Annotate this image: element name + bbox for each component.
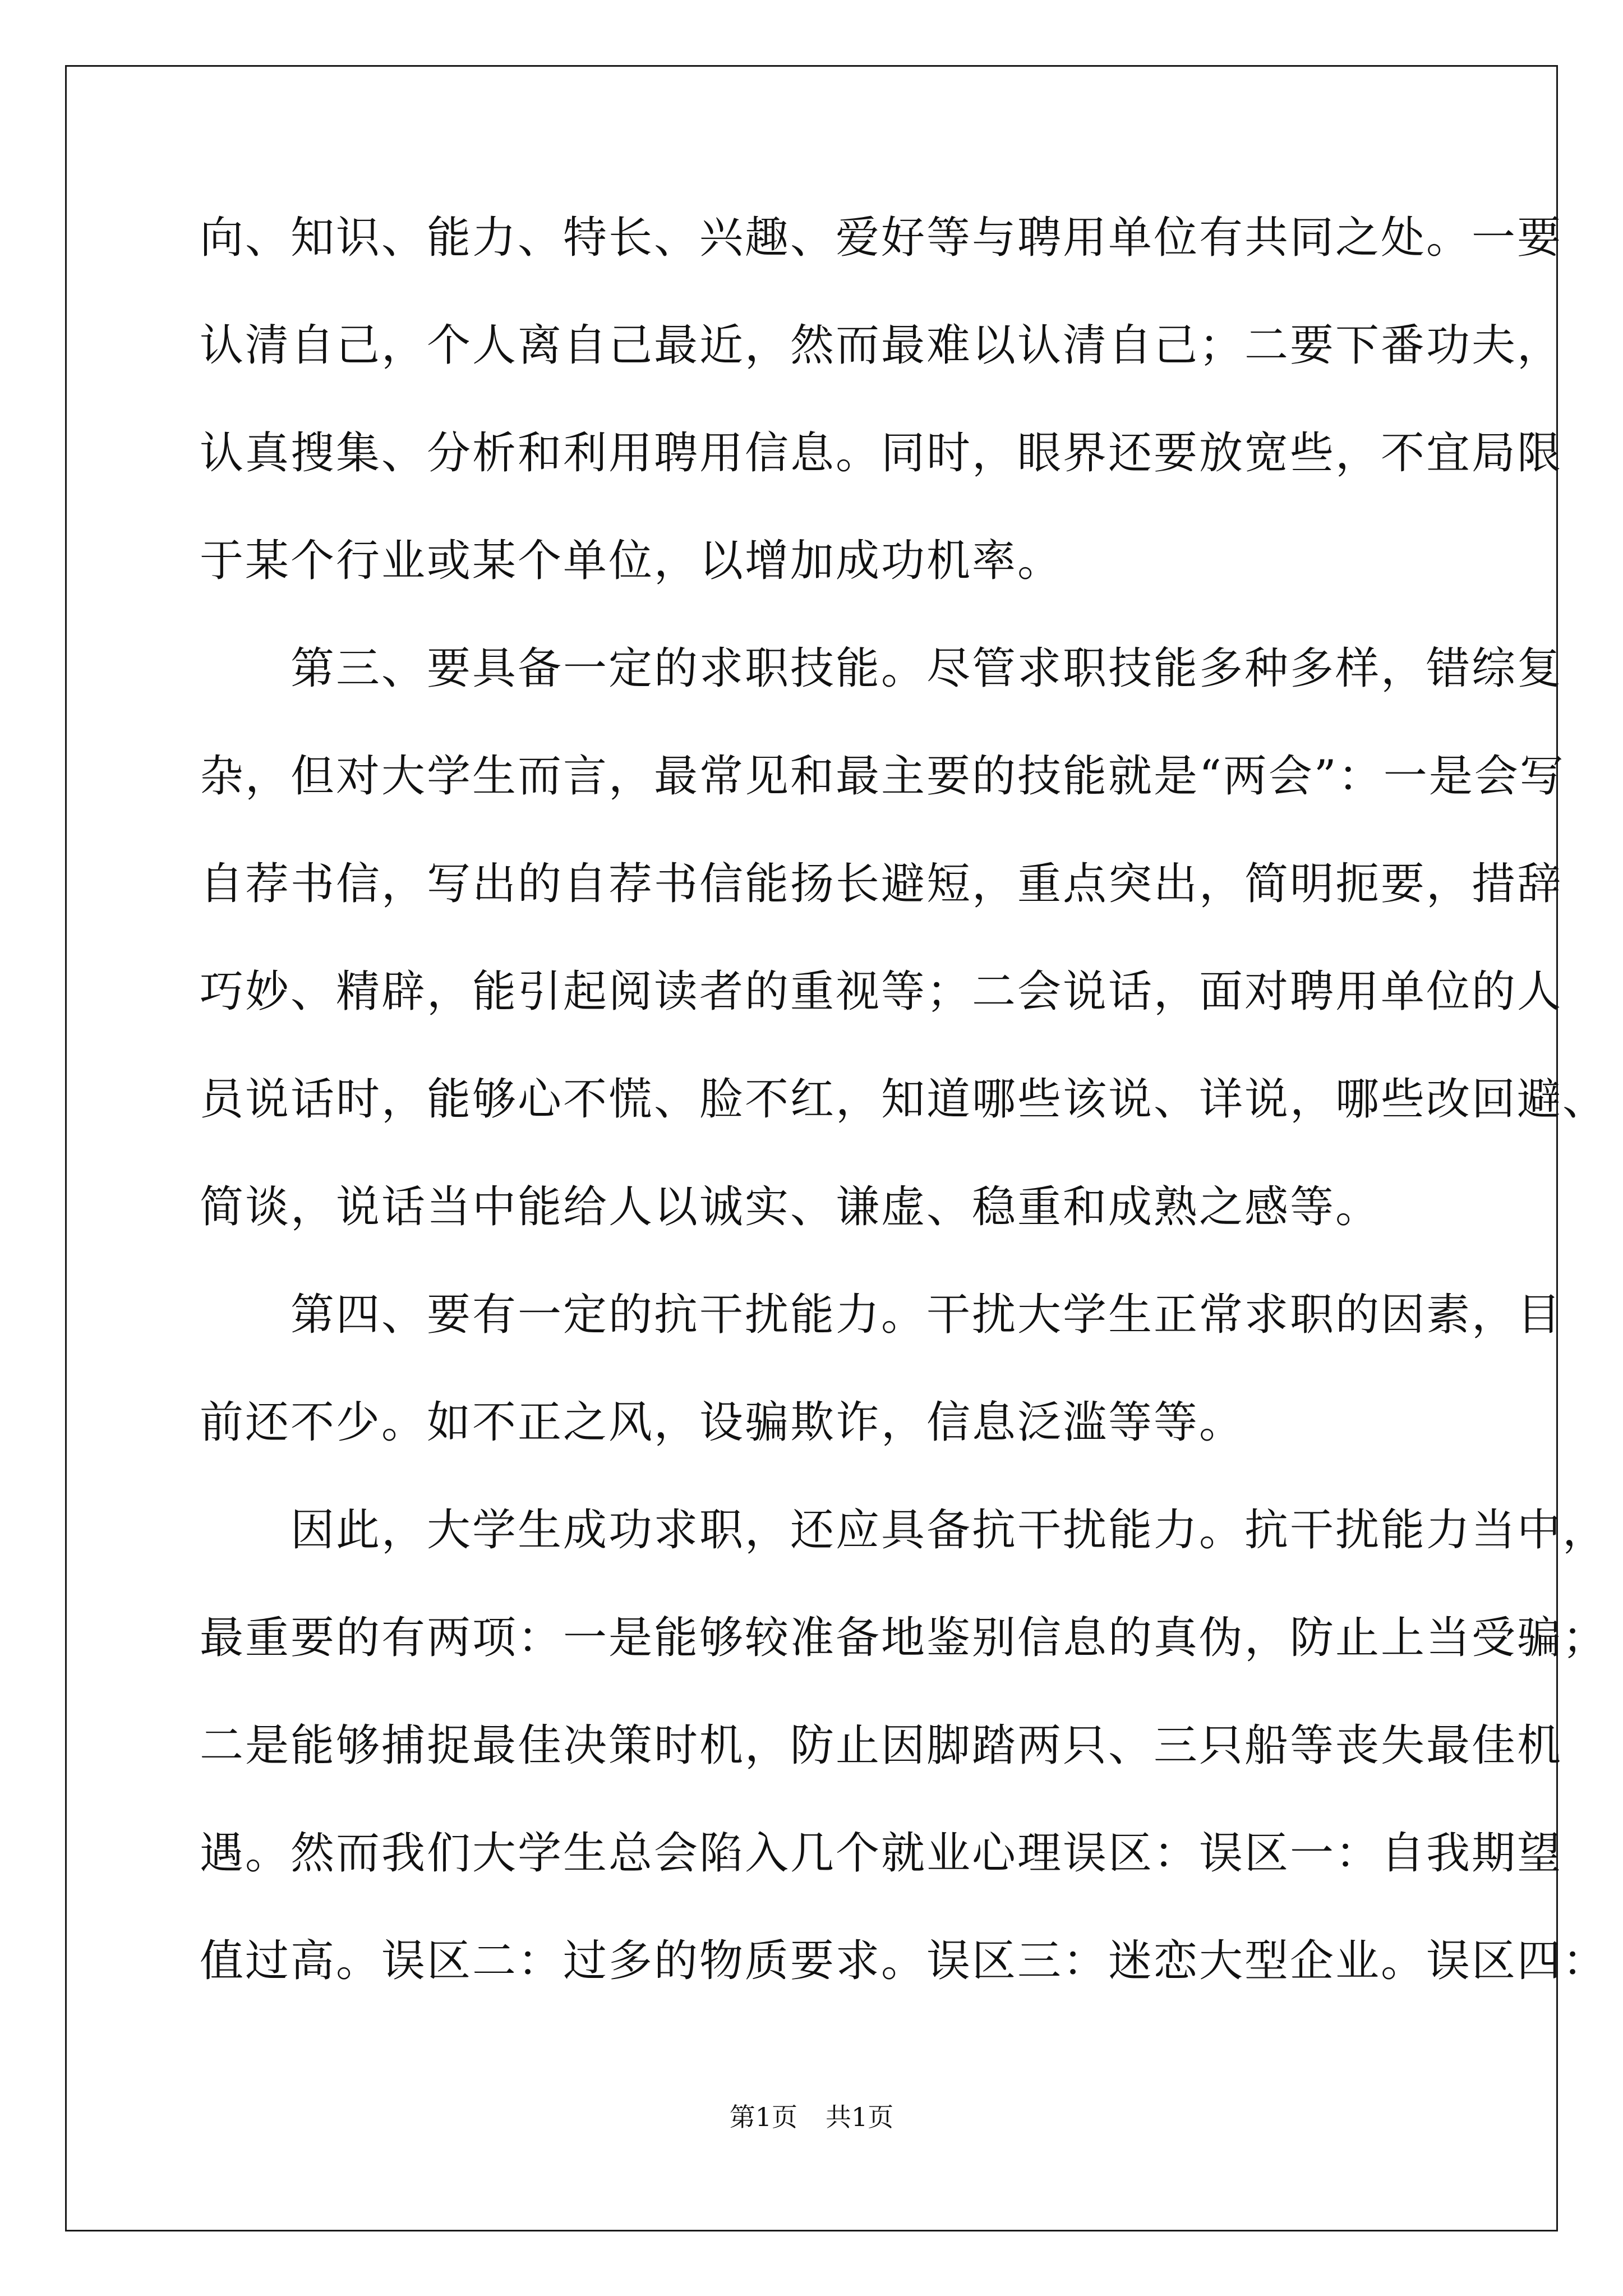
text-line: 于某个行业或某个单位，以增加成功机率。 [200,536,1063,586]
text-line: 认真搜集、分析和利用聘用信息。同时，眼界还要放宽些，不宜局限 [200,428,1563,478]
page-footer [0,2097,1623,2134]
text-line: 最重要的有两项：一是能够较准备地鉴别信息的真伪，防止上当受骗； [200,1613,1608,1663]
text-line: 员说话时，能够心不慌、脸不红，知道哪些该说、详说，哪些改回避、 [200,1074,1608,1125]
page-number-total: 共1页 [826,2102,894,2132]
text-line: 巧妙、精辟，能引起阅读者的重视等；二会说话，面对聘用单位的人 [200,967,1563,1017]
text-line: 简谈，说话当中能给人以诚实、谦虚、稳重和成熟之感等。 [200,1182,1381,1232]
text-line: 认清自己，个人离自己最近，然而最难以认清自己；二要下番功夫， [200,320,1563,371]
page-number-current: 第1页 [729,2102,797,2132]
text-line: 前还不少。如不正之风，设骗欺诈，信息泛滥等等。 [200,1397,1245,1448]
document-body [200,208,1608,2039]
text-line: 遇。然而我们大学生总会陷入几个就业心理误区：误区一：自我期望 [200,1828,1563,1879]
text-line: 第三、要具备一定的求职技能。尽管求职技能多种多样，错综复 [200,643,1563,694]
text-line: 自荐书信，写出的自荐书信能扬长避短，重点突出，简明扼要，措辞 [200,859,1563,909]
text-line: 第四、要有一定的抗干扰能力。干扰大学生正常求职的因素，目 [200,1290,1563,1340]
text-line: 杂，但对大学生而言，最常见和最主要的技能就是“两会”：一是会写 [200,751,1565,802]
text-line: 二是能够捕捉最佳决策时机，防止因脚踏两只、三只船等丧失最佳机 [200,1720,1563,1771]
text-line: 因此，大学生成功求职，还应具备抗干扰能力。抗干扰能力当中， [200,1505,1608,1556]
text-line: 值过高。误区二：过多的物质要求。误区三：迷恋大型企业。误区四： [200,1936,1608,1986]
text-line: 向、知识、能力、特长、兴趣、爱好等与聘用单位有共同之处。一要 [200,213,1563,263]
